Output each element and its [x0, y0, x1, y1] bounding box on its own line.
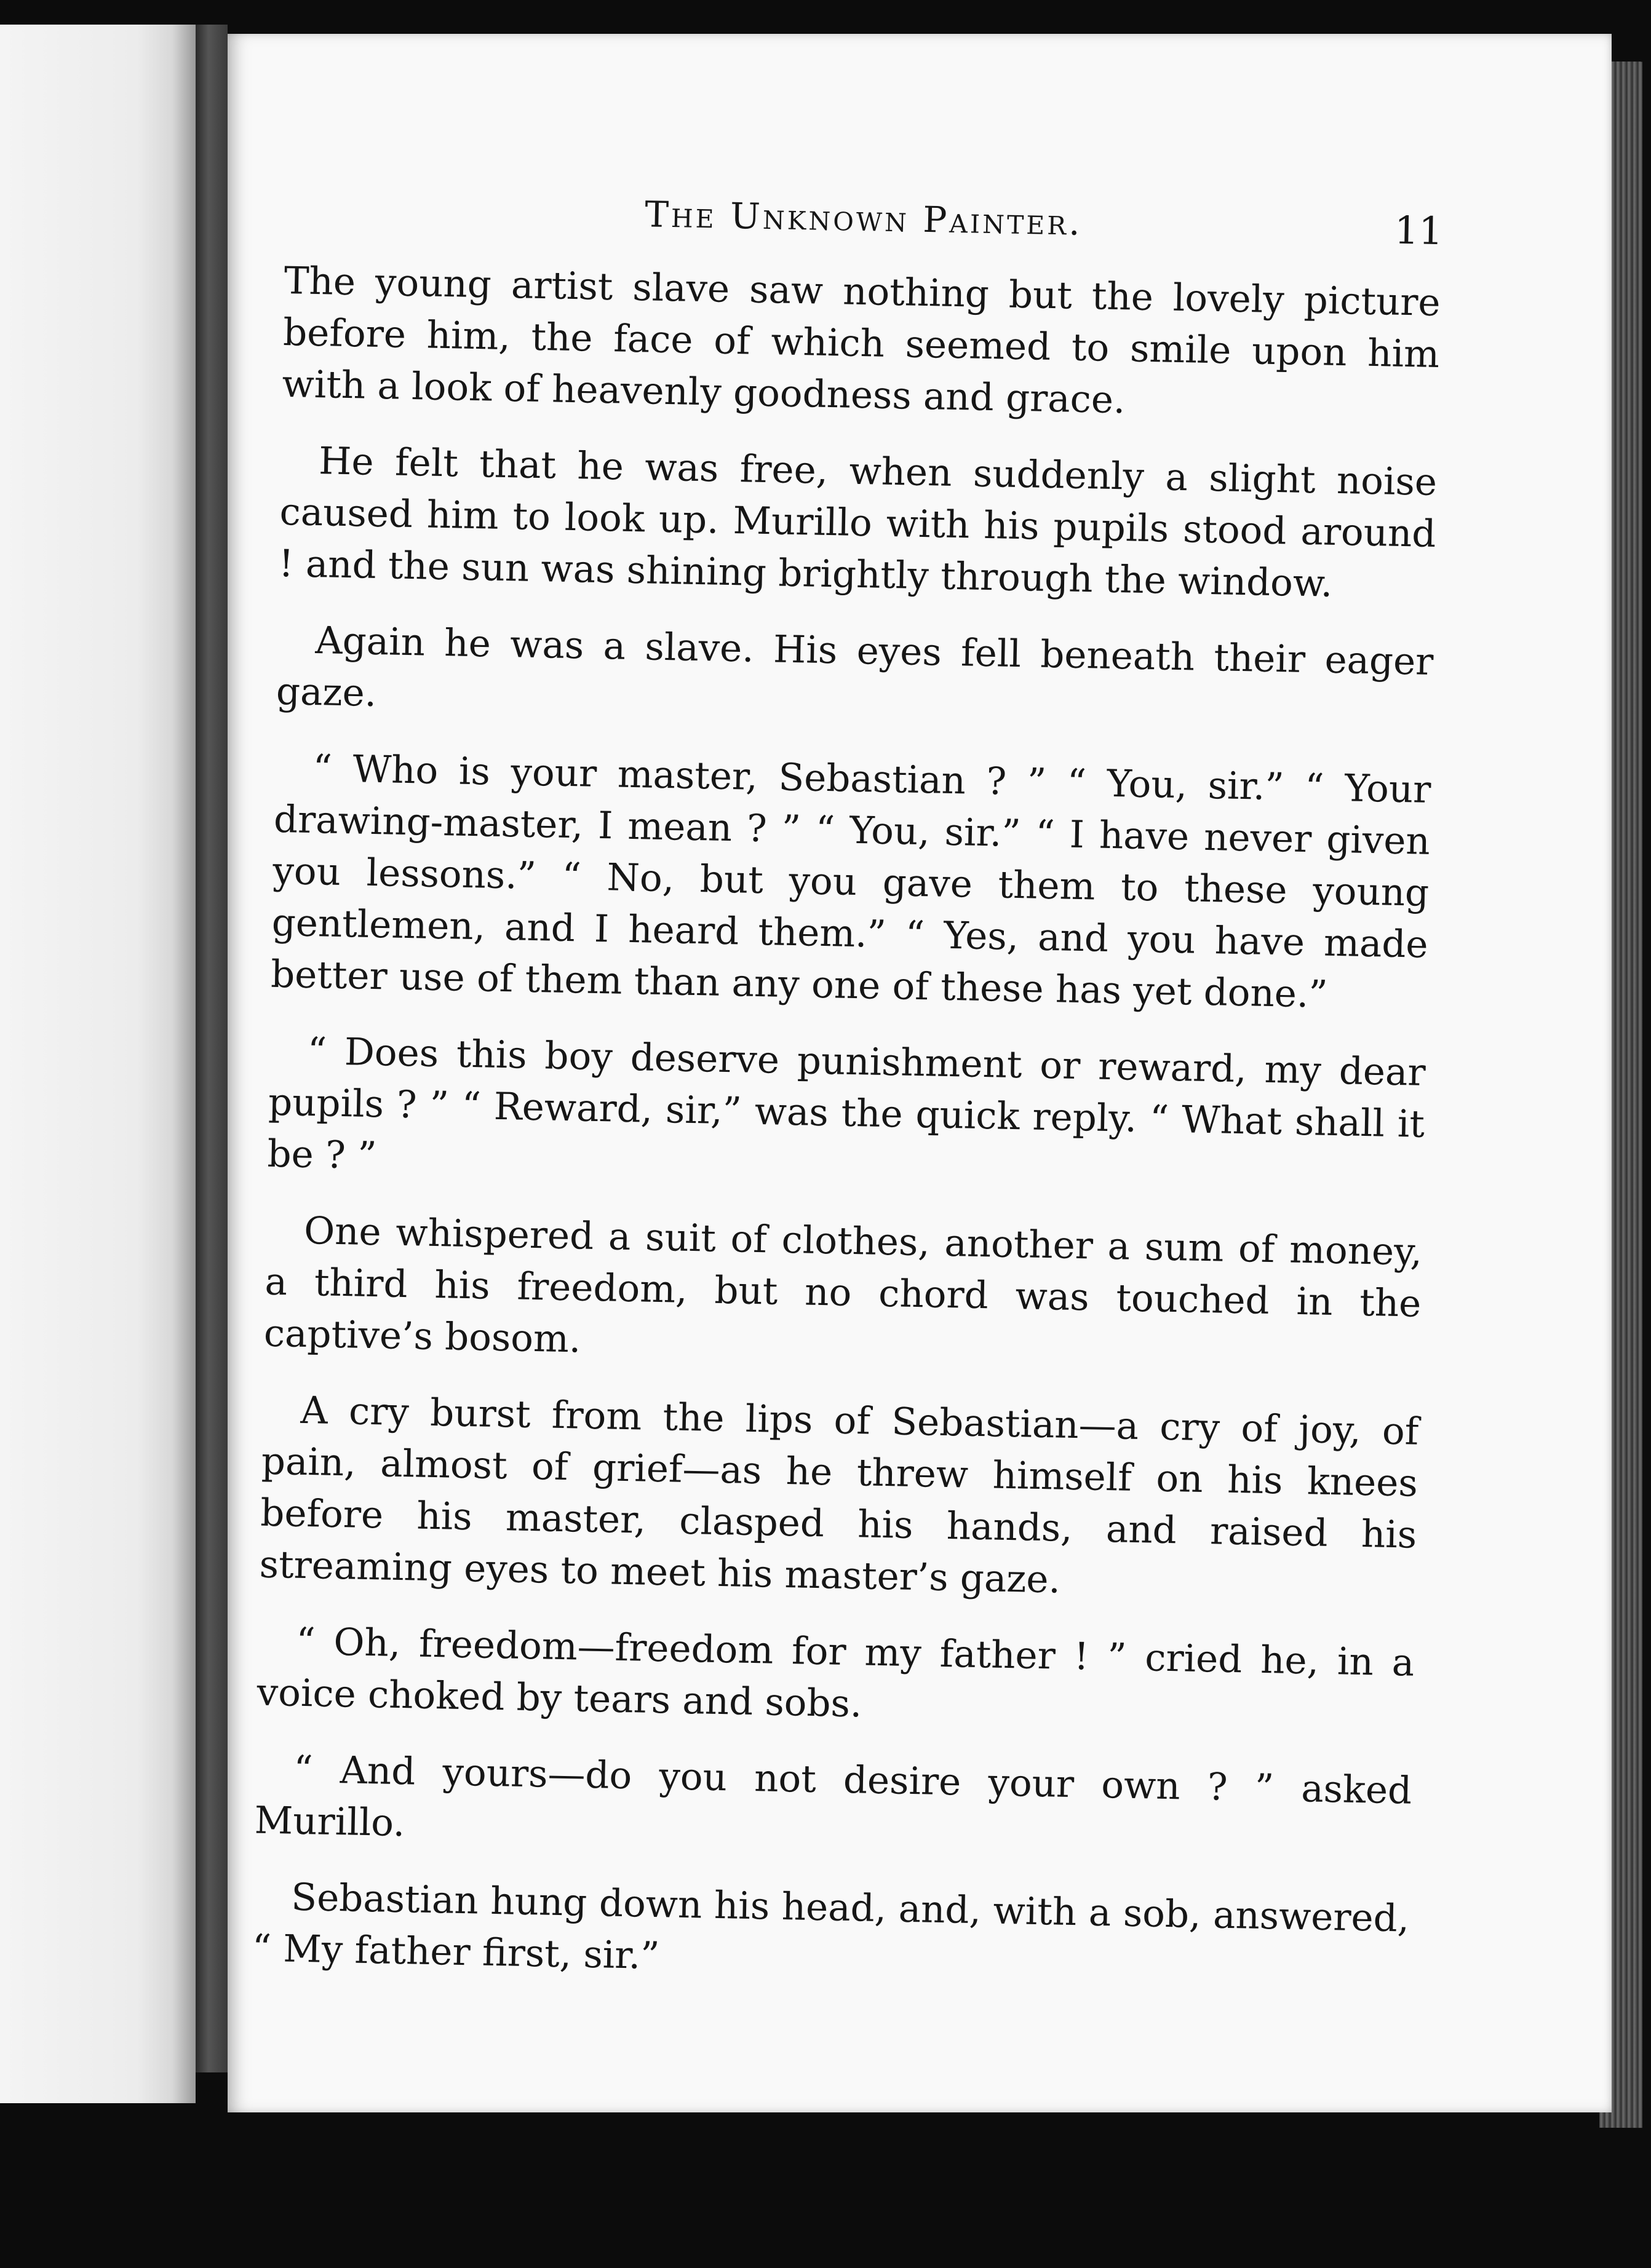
running-head: The Unknown Painter.: [644, 193, 1083, 244]
text-block: [252, 181, 1444, 1978]
paragraph: “ Oh, freedom—freedom for my father ! ” cried he, in a voice choked by tears and sobs.: [257, 1619, 1415, 1726]
left-facing-page: [0, 25, 196, 2103]
paragraph: Again he was a slave. His eyes fell beneath their eager gaze.: [276, 619, 1434, 715]
book-binding-gutter: [196, 25, 228, 2072]
body-text: [251, 255, 1441, 2021]
paragraph: “ Does this boy deserve punishment or reward, my dear pupils ? ” “ Reward, sir,” was the quick reply. “ What shall it be ? ”: [266, 1029, 1426, 1178]
paragraph: “ Who is your master, Sebastian ? ” “ You, sir.” “ Your drawing-master, I mean ? ” “ You, sir.” “ I have never given you lessons.” “ No, but you gave them to these young gentlemen, and I heard them.” “ Yes, and you have made better use of them than any one of these has yet done.”: [270, 747, 1432, 1017]
book-page: [228, 34, 1612, 2112]
paragraph: The young artist slave saw nothing but the lovely picture before him, the face of which seemed to smile upon him with a look of heavenly goodness and grace.: [281, 258, 1441, 422]
paragraph: He felt that he was free, when suddenly a slight noise caused him to look up. Murillo with his pupils stood around ! and the sun was shining brightly through the window.: [278, 439, 1438, 606]
paragraph: One whispered a suit of clothes, another a sum of money, a third his freedom, but no chord was touched in the captive’s bosom.: [263, 1208, 1423, 1362]
paragraph: Sebastian hung down his head, and, with a sob, answered, “ My father first, sir.”: [252, 1875, 1410, 1978]
paragraph: “ And yours—do you not desire your own ? ” asked Murillo.: [254, 1747, 1412, 1846]
page-header: [285, 181, 1442, 259]
paragraph: A cry burst from the lips of Sebastian—a cry of joy, of pain, almost of grief—as he threw himself on his knees before his master, clasped his hands, and raised his streaming eyes to meet his master’s gaze.: [259, 1388, 1419, 1602]
page-number: 11: [1394, 207, 1444, 254]
